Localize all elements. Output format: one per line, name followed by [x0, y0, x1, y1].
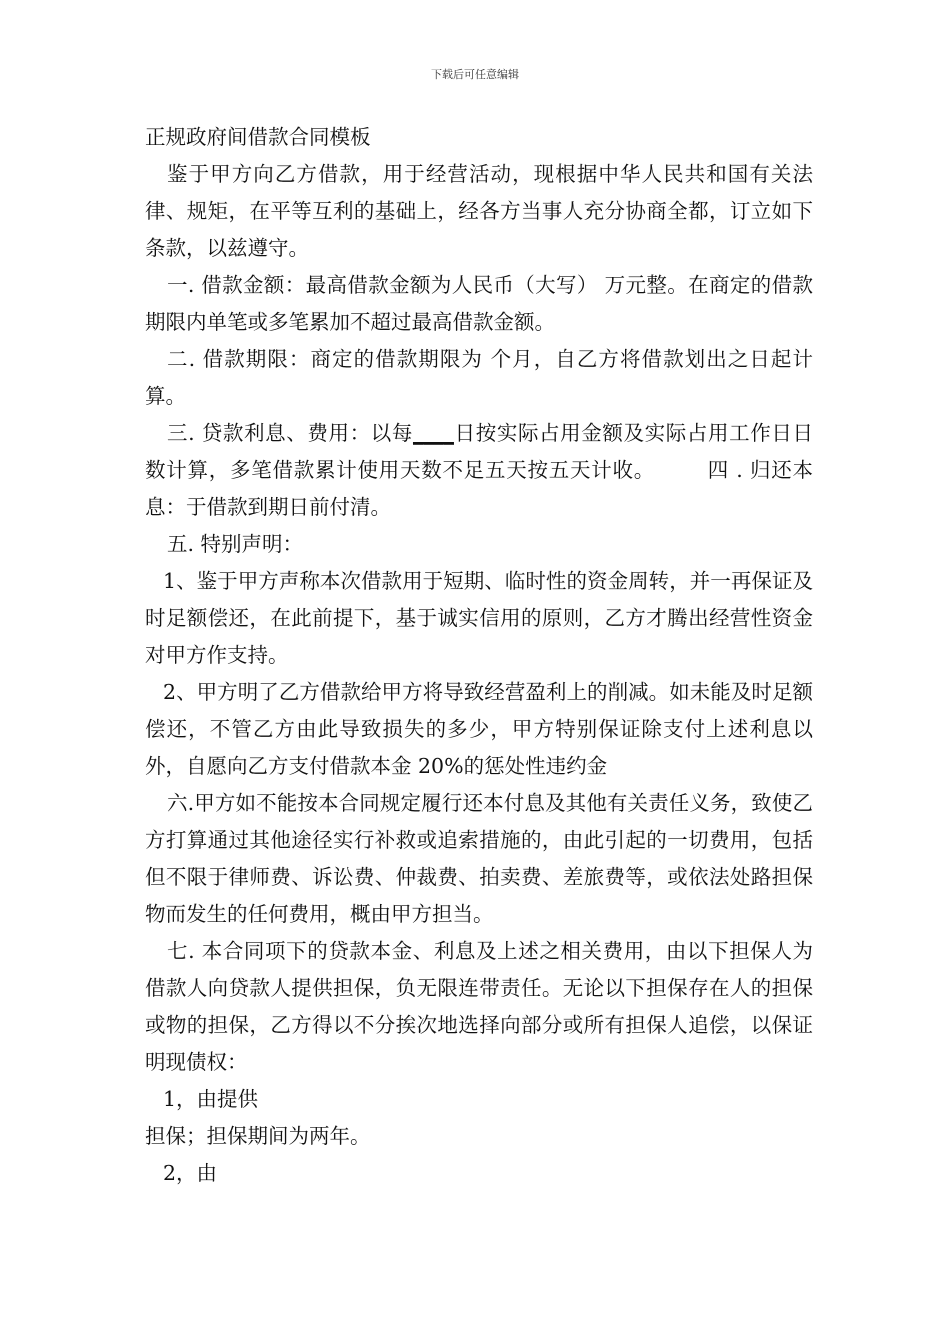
- intro-paragraph: 鉴于甲方向乙方借款，用于经营活动，现根据中华人民共和国有关法律、规矩，在平等互利的基础上，经各方当事人充分协商全都，订立如下条款，以兹遵守。: [145, 162, 813, 260]
- clause-6: 六.甲方如不能按本合同规定履行还本付息及其他有关责任义务，致使乙方打算通过其他途径实行补救或追索措施的，由此引起的一切费用，包括但不限于律师费、诉讼费、仲裁费、拍卖费、差旅费等，或依法处路担保物而发生的任何费用，概由甲方担当。: [145, 791, 813, 926]
- clause-2: 二. 借款期限：商定的借款期限为 个月，自乙方将借款划出之日起计算。: [145, 347, 813, 408]
- page-header: 下载后可任意编辑: [431, 68, 519, 81]
- document-title: 正规政府间借款合同模板: [145, 125, 371, 149]
- clause-5-1: 1、鉴于甲方声称本次借款用于短期、临时性的资金周转，并一再保证及时足额偿还，在此前提下，基于诚实信用的原则，乙方才腾出经营性资金对甲方作支持。: [145, 569, 813, 667]
- clause-3-start: 三. 贷款利息、费用：以每: [167, 421, 413, 445]
- clause-4: 四 . 归还本息：于借款到期日前付清。: [145, 458, 813, 519]
- guarantor-1: 1，由提供: [163, 1087, 259, 1111]
- clause-3-blank: ____: [412, 421, 454, 445]
- clause-3-end: 日按实际占用金额及实际占用工作日日数计算，多笔借款累计使用天数不足五天按五天计收。: [145, 421, 813, 482]
- clause-5-2: 2、甲方明了乙方借款给甲方将导致经营盈利上的削减。如未能及时足额偿还，不管乙方由此导致损失的多少，甲方特别保证除支付上述利息以外，自愿向乙方支付借款本金 20%的惩处性违约金: [145, 680, 813, 778]
- document-body: [145, 119, 813, 1192]
- clause-1: 一. 借款金额：最高借款金额为人民币（大写） 万元整。在商定的借款期限内单笔或多笔累加不超过最高借款金额。: [145, 273, 813, 334]
- clause-7: 七. 本合同项下的贷款本金、利息及上述之相关费用，由以下担保人为借款人向贷款人提供担保，负无限连带责任。无论以下担保存在人的担保或物的担保，乙方得以不分挨次地选择向部分或所有担保人追偿，以保证明现债权：: [145, 939, 813, 1074]
- guarantor-2: 2，由: [163, 1161, 218, 1185]
- clause-5: 五. 特别声明：: [167, 532, 304, 556]
- clause-3-4: [145, 415, 813, 526]
- guarantor-1-continued: 担保；担保期间为两年。: [145, 1124, 371, 1148]
